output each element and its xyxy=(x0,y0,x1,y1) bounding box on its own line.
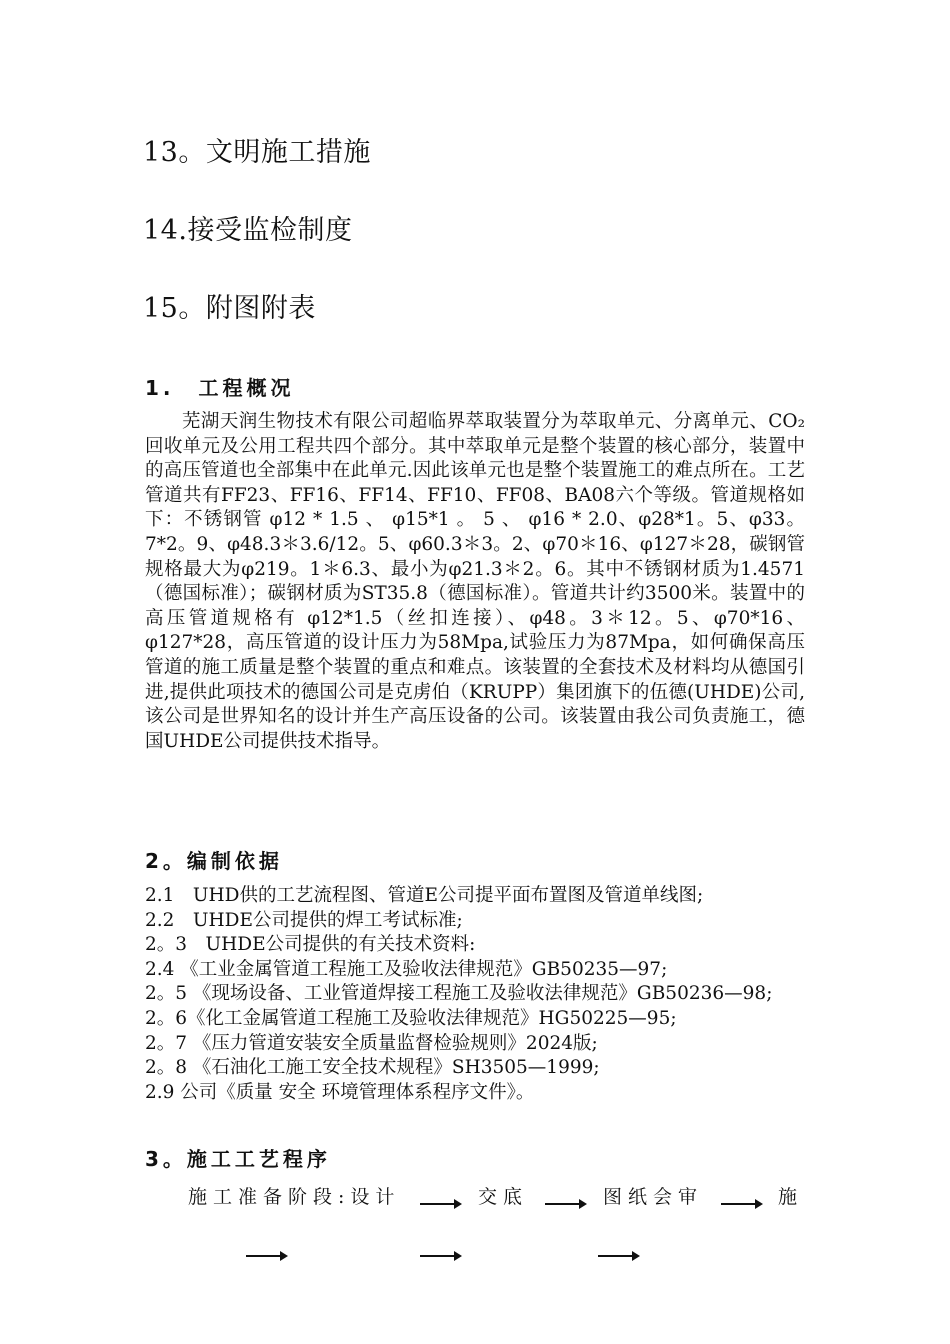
flow-step-preparation: 施工准备阶段:设计 xyxy=(188,1186,401,1208)
reference-item: 2.2 UHDE公司提供的焊工考试标准; xyxy=(145,909,463,931)
project-overview-paragraph: 芜湖天润生物技术有限公司超临界萃取装置分为萃取单元、分离单元、CO₂回收单元及公用工程共四个部分。其中萃取单元是整个装置的核心部分，装置中的高压管道也全部集中在此单元.因此该单元也是整个装置施工的难点所在。工艺管道共有FF23、FF16、FF14、FF10、FF08、BA08六个等级。管道规格如下：不锈钢管 φ12 * 1.5 、 φ15*1 。 5 、 φ16 * 2.0、φ28*1。5、φ33。7*2。9、φ48.3＊3.6/12。5、φ60.3＊3。2、φ70＊16、φ127＊28，碳钢管规格最大为φ219。1＊6.3、最小为φ21.3＊2。6。其中不锈钢材质为1.4571（德国标准）；碳钢材质为ST35.8（德国标准）。管道共计约3500米。装置中的高压管道规格有 φ12*1.5（丝扣连接）、φ48。3＊12。5、φ70*16、φ127*28，高压管道的设计压力为58Mpa,试验压力为87Mpa，如何确保高压管道的施工质量是整个装置的重点和难点。该装置的全套技术及材料均从德国引进,提供此项技术的德国公司是克虏伯（KRUPP）集团旗下的伍德(UHDE)公司,该公司是世界知名的设计并生产高压设备的公司。该装置由我公司负责施工，德国UHDE公司提供技术指导。 xyxy=(145,411,805,752)
section-2-title: 2。编制依据 xyxy=(145,849,283,873)
process-flow-row-2 xyxy=(188,1245,808,1265)
arrow-right-icon xyxy=(598,1255,638,1257)
reference-item: 2.1 UHD供的工艺流程图、管道E公司提平面布置图及管道单线图; xyxy=(145,885,704,906)
toc-item-13: 13。文明施工措施 xyxy=(143,137,371,168)
flow-step-handover: 交底 xyxy=(478,1186,529,1208)
flow-step-construction: 施 xyxy=(778,1186,804,1208)
arrow-right-icon xyxy=(246,1255,286,1257)
reference-item: 2。3 UHDE公司提供的有关技术资料: xyxy=(145,934,476,956)
section-1-body xyxy=(145,410,805,754)
reference-item: 2。5 《现场设备、工业管道焊接工程施工及验收法律规范》GB50236—98; xyxy=(145,983,773,1005)
arrow-right-icon xyxy=(420,1203,460,1205)
reference-item: 2。8 《石油化工施工安全技术规程》SH3505—1999; xyxy=(145,1057,600,1079)
reference-item: 2。6《化工金属管道工程施工及验收法律规范》HG50225—95; xyxy=(145,1007,677,1029)
arrow-right-icon xyxy=(545,1203,585,1205)
reference-item: 2.9 公司《质量 安全 环境管理体系程序文件》。 xyxy=(145,1081,535,1103)
section-3-title: 3。施工工艺程序 xyxy=(145,1147,331,1171)
arrow-right-icon xyxy=(420,1255,460,1257)
toc-item-15: 15。附图附表 xyxy=(143,293,316,324)
toc-item-14: 14.接受监检制度 xyxy=(143,215,353,246)
reference-list xyxy=(145,884,805,1105)
process-flow-row-1 xyxy=(188,1182,808,1212)
flow-step-drawing-review: 图纸会审 xyxy=(603,1186,704,1208)
section-1-title: 1. 工程概况 xyxy=(145,376,295,400)
reference-item: 2。7 《压力管道安装安全质量监督检验规则》2024版; xyxy=(145,1032,598,1054)
reference-item: 2.4 《工业金属管道工程施工及验收法律规范》GB50235—97; xyxy=(145,958,668,980)
arrow-right-icon xyxy=(721,1203,761,1205)
